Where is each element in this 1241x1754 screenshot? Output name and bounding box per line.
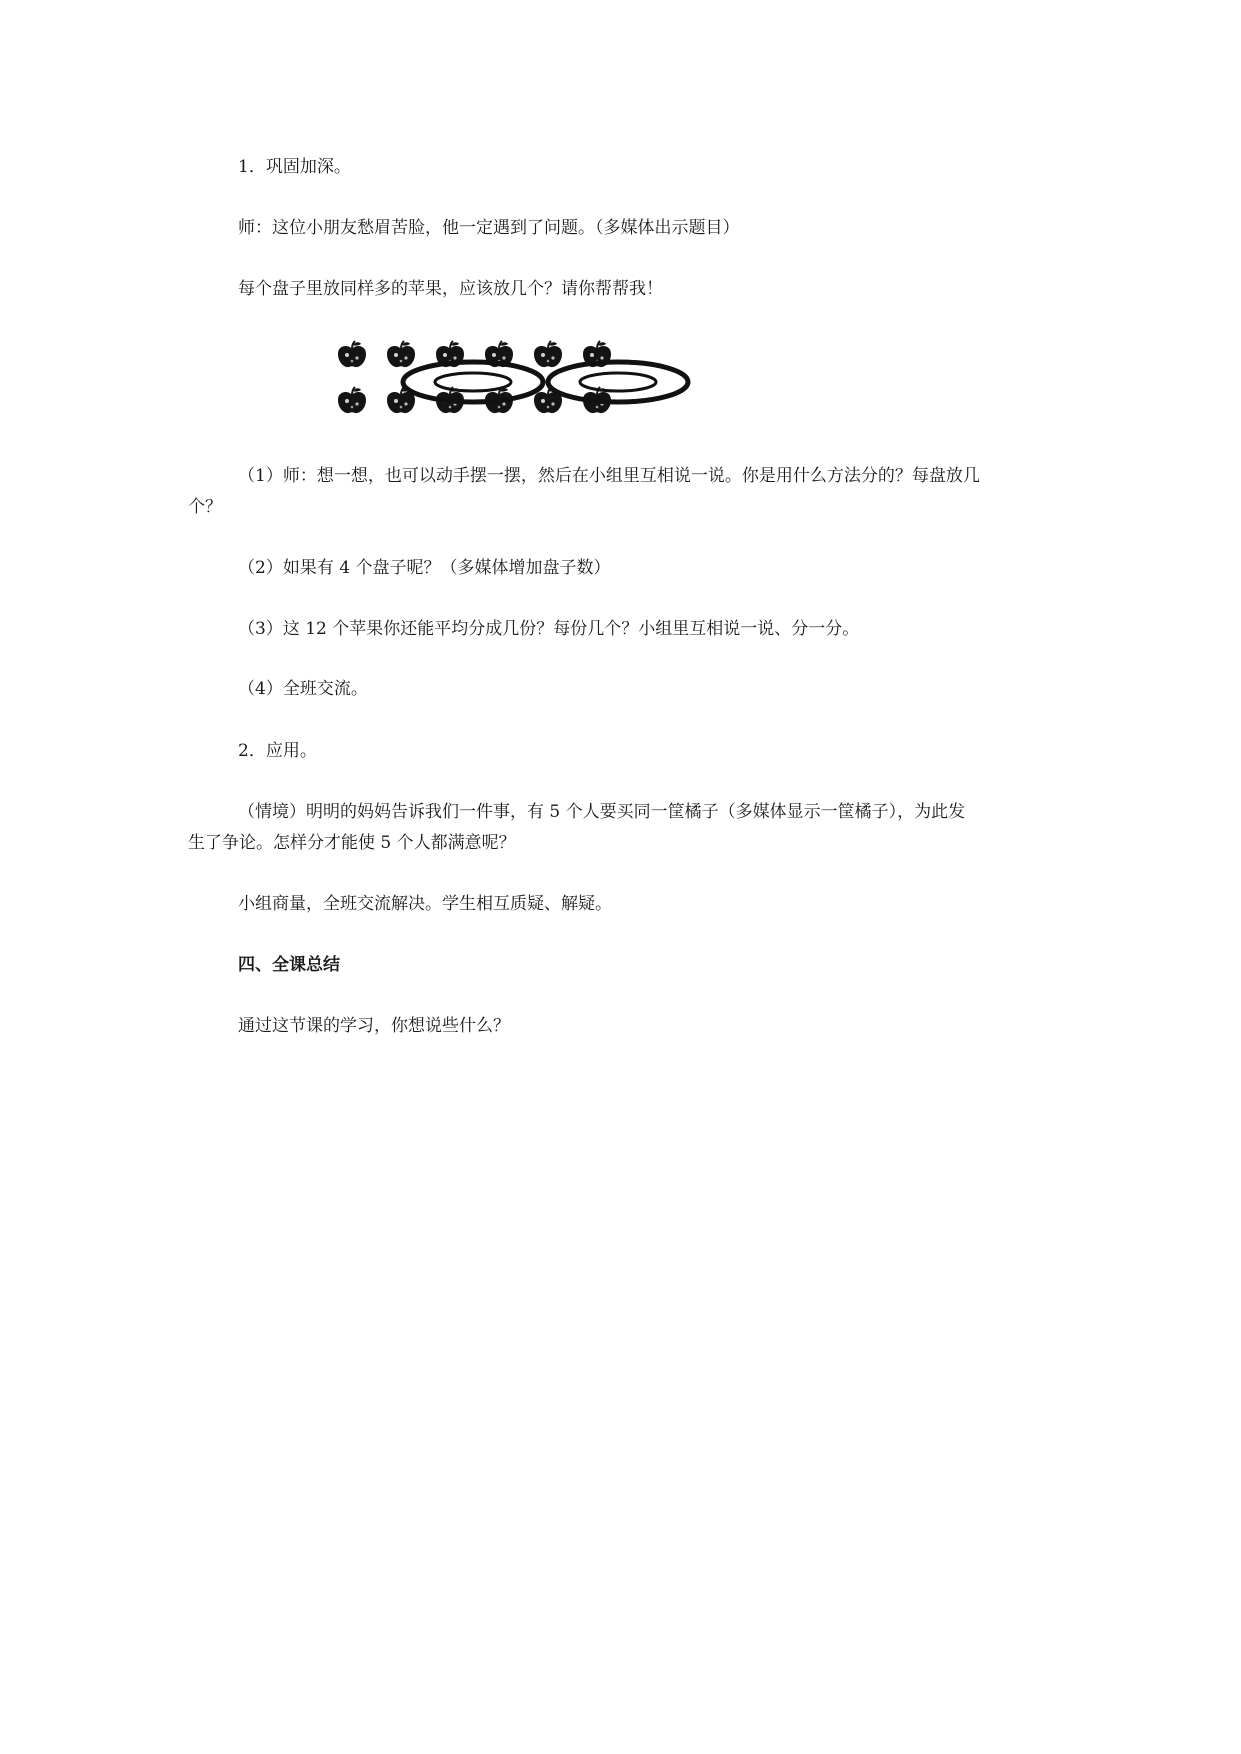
question-4: （4）全班交流。 bbox=[238, 679, 368, 699]
scenario-line-1: （情境）明明的妈妈告诉我们一件事，有 5 个人要买同一筐橘子（多媒体显示一筐橘子），为此发 bbox=[238, 802, 966, 822]
summary-prompt: 通过这节课的学习，你想说些什么？ bbox=[238, 1016, 510, 1036]
question-3: （3）这 12 个苹果你还能平均分成几份？每份几个？小组里互相说一说、分一分。 bbox=[238, 619, 860, 639]
plate-icon bbox=[548, 362, 688, 402]
teacher-line: 师：这位小朋友愁眉苦脸，他一定遇到了问题。（多媒体出示题目） bbox=[238, 218, 740, 238]
plate-icon bbox=[403, 362, 543, 402]
question-1-line-2: 个？ bbox=[188, 497, 222, 517]
section-heading-summary: 四、全课总结 bbox=[238, 955, 340, 975]
apple-icon bbox=[387, 341, 415, 367]
discussion-line: 小组商量，全班交流解决。学生相互质疑、解疑。 bbox=[238, 894, 612, 914]
apple-icon bbox=[338, 387, 366, 413]
scenario-line-2: 生了争论。怎样分才能使 5 个人都满意呢？ bbox=[188, 833, 516, 853]
problem-statement: 每个盘子里放同样多的苹果，应该放几个？请你帮帮我！ bbox=[238, 279, 663, 299]
section-heading-consolidate: 1．巩固加深。 bbox=[238, 157, 351, 177]
question-2: （2）如果有 4 个盘子呢？（多媒体增加盘子数） bbox=[238, 558, 611, 578]
question-1-line-1: （1）师：想一想，也可以动手摆一摆，然后在小组里互相说一说。你是用什么方法分的？每盘放几 bbox=[238, 466, 980, 486]
section-heading-application: 2．应用。 bbox=[238, 741, 317, 761]
apple-icon bbox=[338, 341, 366, 367]
apple-icon bbox=[534, 341, 562, 367]
apples-and-plates-figure bbox=[330, 335, 970, 430]
